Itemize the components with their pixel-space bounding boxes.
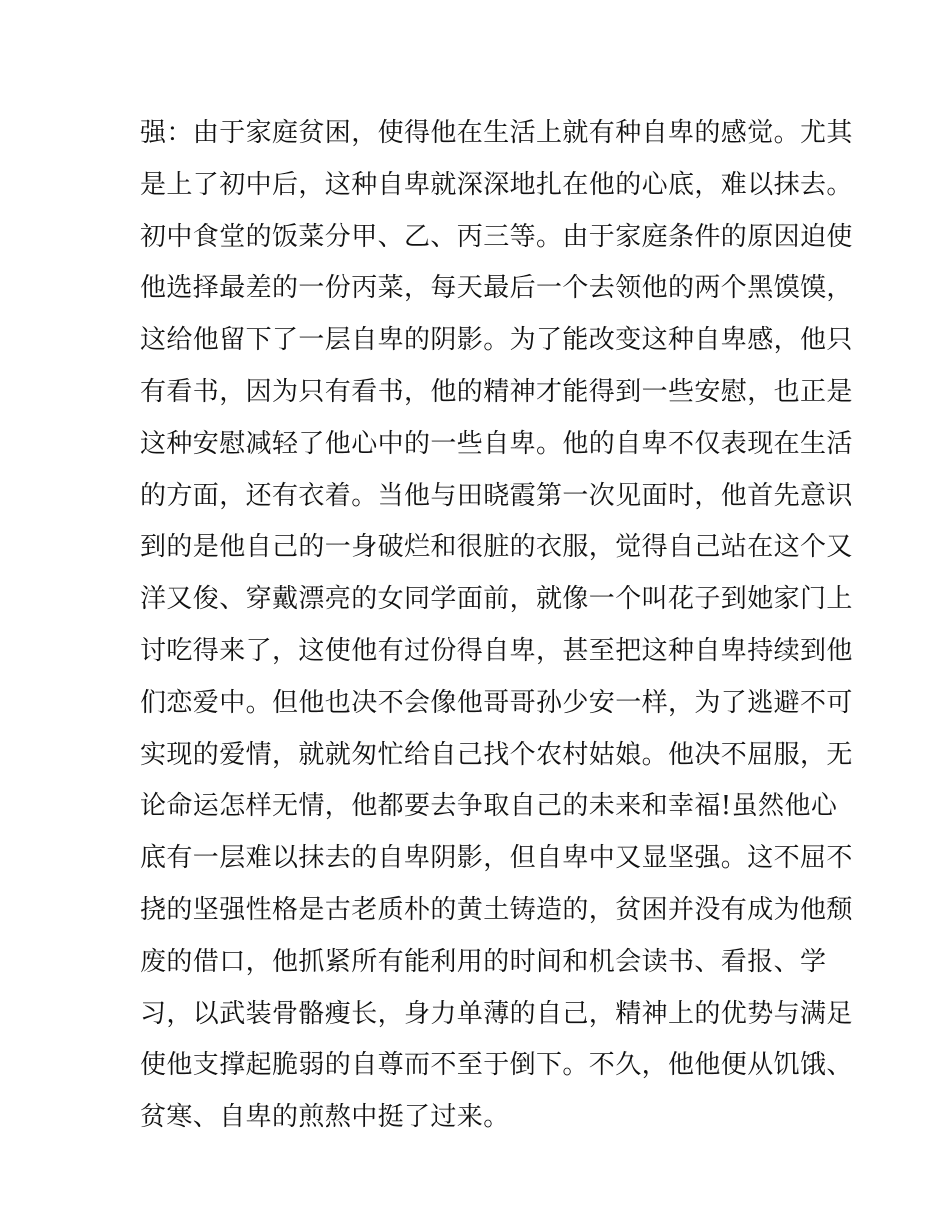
text-line: 的方面，还有衣着。当他与田晓霞第一次见面时，他首先意识 bbox=[140, 480, 853, 511]
text-line: 实现的爱情，就就匆忙给自己找个农村姑娘。他决不屈服，无 bbox=[140, 739, 853, 770]
text-line: 贫寒、自卑的煎熬中挺了过来。 bbox=[140, 1102, 510, 1133]
text-line: 这种安慰减轻了他心中的一些自卑。他的自卑不仅表现在生活 bbox=[140, 428, 853, 459]
text-line: 废的借口，他抓紧所有能利用的时间和机会读书、看报、学 bbox=[140, 946, 827, 977]
text-line: 习，以武装骨骼瘦长，身力单薄的自己，精神上的优势与满足 bbox=[140, 998, 853, 1029]
text-line: 底有一层难以抹去的自卑阴影，但自卑中又显坚强。这不屈不 bbox=[140, 843, 853, 874]
text-line: 这给他留下了一层自卑的阴影。为了能改变这种自卑感，他只 bbox=[140, 325, 853, 356]
body-paragraph bbox=[140, 108, 853, 1144]
text-line: 是上了初中后，这种自卑就深深地扎在他的心底，难以抹去。 bbox=[140, 169, 853, 200]
text-line: 讨吃得来了，这使他有过份得自卑，甚至把这种自卑持续到他 bbox=[140, 635, 853, 666]
text-line: 有看书，因为只有看书，他的精神才能得到一些安慰，也正是 bbox=[140, 376, 853, 407]
text-line: 他选择最差的一份丙菜，每天最后一个去领他的两个黑馍馍， bbox=[140, 273, 853, 304]
text-line: 洋又俊、穿戴漂亮的女同学面前，就像一个叫花子到她家门上 bbox=[140, 584, 853, 615]
text-line: 论命运怎样无情，他都要去争取自己的未来和幸福!虽然他心 bbox=[140, 791, 838, 822]
text-line: 初中食堂的饭菜分甲、乙、丙三等。由于家庭条件的原因迫使 bbox=[140, 221, 853, 252]
text-line: 使他支撑起脆弱的自尊而不至于倒下。不久，他他便从饥饿、 bbox=[140, 1050, 853, 1081]
text-line: 们恋爱中。但他也决不会像他哥哥孙少安一样，为了逃避不可 bbox=[140, 687, 853, 718]
text-line: 挠的坚强性格是古老质朴的黄土铸造的，贫困并没有成为他颓 bbox=[140, 894, 853, 925]
text-line: 到的是他自己的一身破烂和很脏的衣服，觉得自己站在这个又 bbox=[140, 532, 853, 563]
text-line: 强：由于家庭贫困，使得他在生活上就有种自卑的感觉。尤其 bbox=[140, 118, 853, 148]
